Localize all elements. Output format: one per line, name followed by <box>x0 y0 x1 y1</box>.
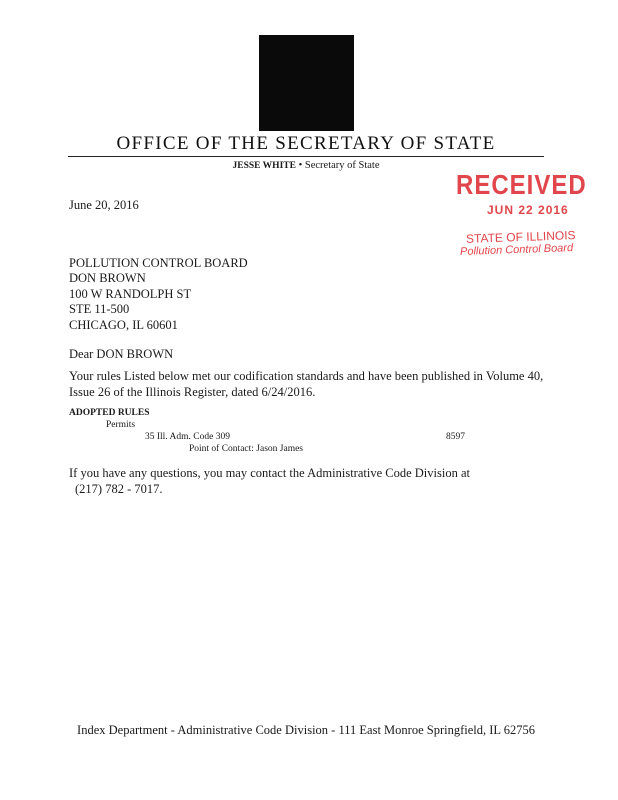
state-seal-redacted <box>259 35 354 131</box>
recipient-organization: POLLUTION CONTROL BOARD <box>69 256 248 270</box>
adopted-rules-heading: ADOPTED RULES <box>69 408 150 418</box>
footer-address: Index Department - Administrative Code Division - 111 East Monroe Springfield, IL 62756 <box>77 723 535 737</box>
closing-paragraph <box>69 465 549 497</box>
bullet-separator: • <box>298 160 303 171</box>
rule-category: Permits <box>106 420 136 430</box>
recipient-city: CHICAGO, IL 60601 <box>69 317 178 332</box>
recipient-address <box>69 256 248 333</box>
stamp-board: Pollution Control Board <box>459 242 574 258</box>
received-stamp <box>452 170 592 260</box>
recipient-suite: STE 11-500 <box>69 302 130 317</box>
secretary-title: Secretary of State <box>304 160 380 171</box>
body-paragraph: Your rules Listed below met our codification standards and have been published in Volume 40, Issue 26 of the Illinois Register, dated 6/24/2016. <box>69 369 544 399</box>
closing-text: If you have any questions, you may contact the Administrative Code Division at <box>69 466 470 480</box>
stamp-received-text: RECEIVED <box>456 170 587 202</box>
contact-phone: (217) 782 - 7017. <box>75 482 163 496</box>
salutation: Dear DON BROWN <box>69 347 174 361</box>
point-of-contact: Point of Contact: Jason James <box>189 444 303 454</box>
office-title: OFFICE OF THE SECRETARY OF STATE <box>116 133 496 154</box>
rule-page-number: 8597 <box>446 432 465 442</box>
recipient-street: 100 W RANDOLPH ST <box>69 286 192 301</box>
rule-code: 35 Ill. Adm. Code 309 <box>145 432 230 442</box>
secretary-name: JESSE WHITE <box>232 161 296 171</box>
stamp-date: JUN 22 2016 <box>487 203 569 217</box>
recipient-name: DON BROWN <box>69 271 146 286</box>
title-divider <box>68 156 544 157</box>
letter-date: June 20, 2016 <box>69 198 139 212</box>
stamp-state: STATE OF ILLINOIS <box>465 228 576 246</box>
